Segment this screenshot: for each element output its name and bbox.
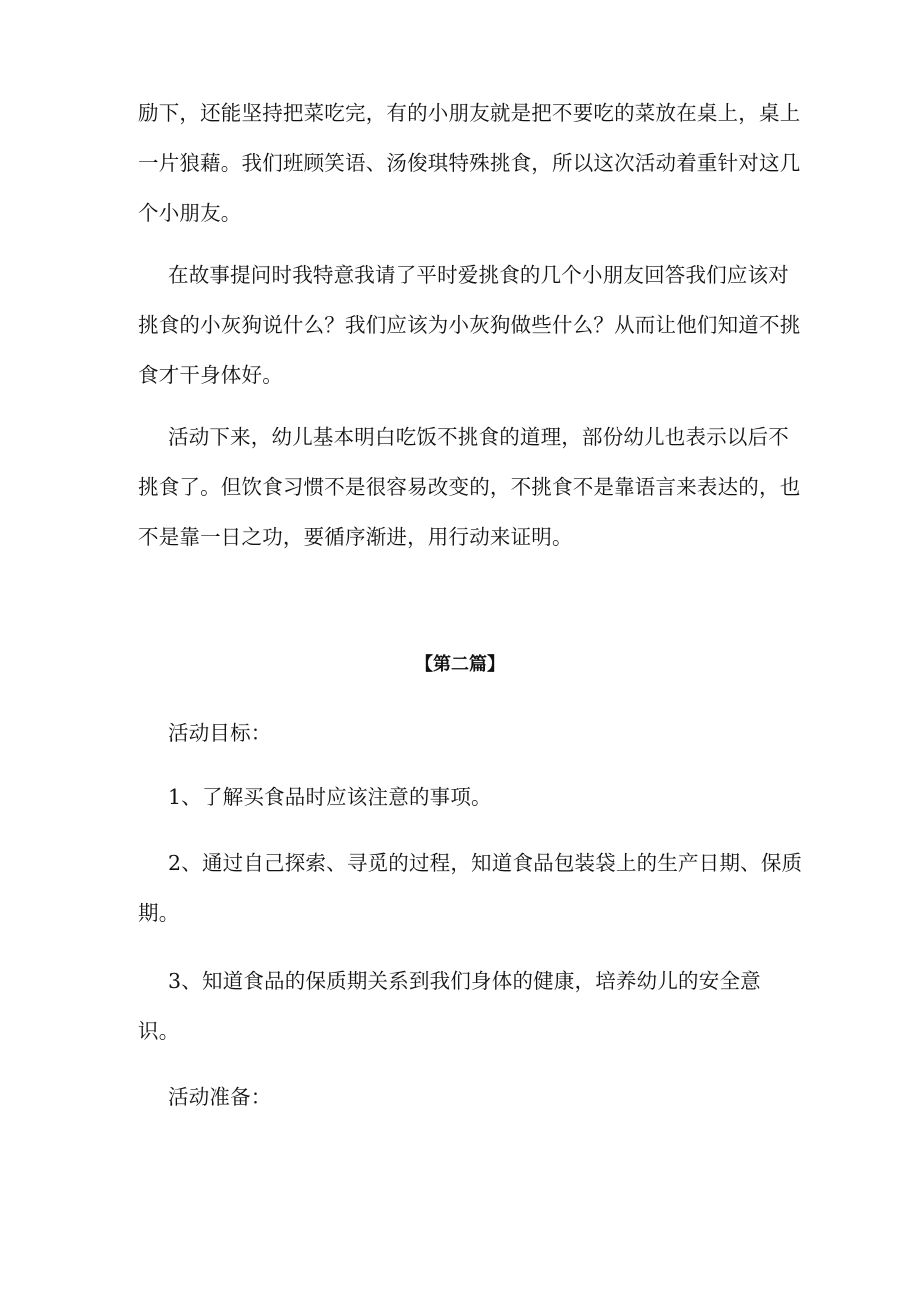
section-line: 期。 [138, 901, 180, 925]
paragraph-line: 个小朋友。 [138, 201, 242, 225]
section-line: 2、通过自己探索、寻觅的过程，知道食品包装袋上的生产日期、保质 [168, 851, 803, 875]
section-line: 识。 [138, 1019, 180, 1043]
section-line: 活动准备： [168, 1085, 272, 1109]
section-line: 1、了解买食品时应该注意的事项。 [168, 785, 492, 809]
paragraph-line: 不是靠一日之功，要循序渐进，用行动来证明。 [138, 525, 573, 549]
paragraph-line: 食才干身体好。 [138, 363, 283, 387]
section-heading: 【第二篇】 [415, 654, 505, 675]
paragraph-line: 一片狼藉。我们班顾笑语、汤俊琪特殊挑食，所以这次活动着重针对这几 [138, 151, 801, 175]
section-line: 3、知道食品的保质期关系到我们身体的健康，培养幼儿的安全意 [168, 969, 761, 993]
section-line: 活动目标： [168, 721, 272, 745]
paragraph-line: 挑食的小灰狗说什么？我们应该为小灰狗做些什么？从而让他们知道不挑 [138, 313, 801, 337]
paragraph-line: 活动下来，幼儿基本明白吃饭不挑食的道理，部份幼儿也表示以后不 [168, 425, 789, 449]
paragraph-line: 挑食了。但饮食习惯不是很容易改变的，不挑食不是靠语言来表达的，也 [138, 475, 801, 499]
paragraph-line: 在故事提问时我特意我请了平时爱挑食的几个小朋友回答我们应该对 [168, 263, 789, 287]
paragraph-line: 励下，还能坚持把菜吃完，有的小朋友就是把不要吃的菜放在桌上，桌上 [138, 101, 801, 125]
